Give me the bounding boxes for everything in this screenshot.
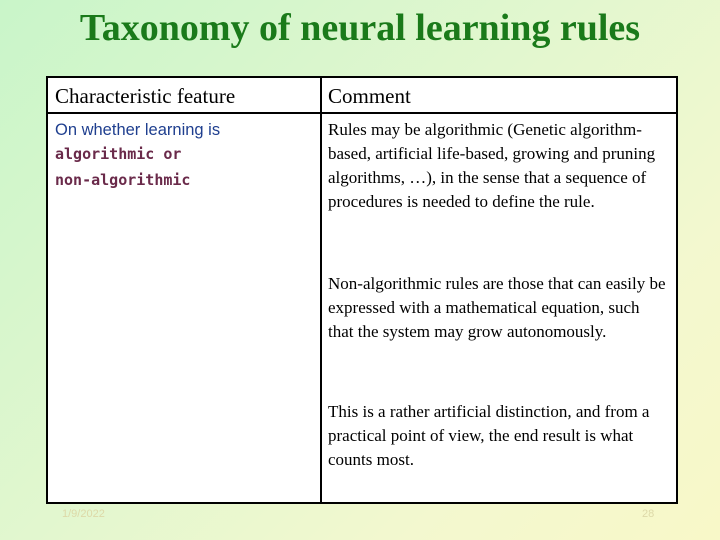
footer-date: 1/9/2022 xyxy=(62,508,105,520)
table-header-characteristic-feature: Characteristic feature xyxy=(55,84,236,108)
characteristic-line-2: algorithmic or xyxy=(55,145,182,163)
characteristic-line-3: non-algorithmic xyxy=(55,171,191,189)
comment-paragraph-3: This is a rather artificial distinction, and from a practical point of view, the end result is what counts most. xyxy=(328,402,650,469)
table-header-comment: Comment xyxy=(328,84,411,108)
table-header-divider xyxy=(46,112,678,114)
characteristic-line-1: On whether learning is xyxy=(55,121,221,139)
slide-title: Taxonomy of neural learning rules xyxy=(79,7,641,49)
table-column-divider xyxy=(320,76,322,504)
comment-paragraph-2: Non-algorithmic rules are those that can easily be expressed with a mathematical equation, such that the system may grow autonomously. xyxy=(328,274,666,341)
comment-paragraph-1: Rules may be algorithmic (Genetic algorithm-based, artificial life-based, growing and pruning algorithms, …), in the sense that a sequence of procedures is needed to define the rule. xyxy=(328,120,656,211)
characteristic-cell xyxy=(55,118,315,192)
footer-page-number: 28 xyxy=(642,508,655,520)
